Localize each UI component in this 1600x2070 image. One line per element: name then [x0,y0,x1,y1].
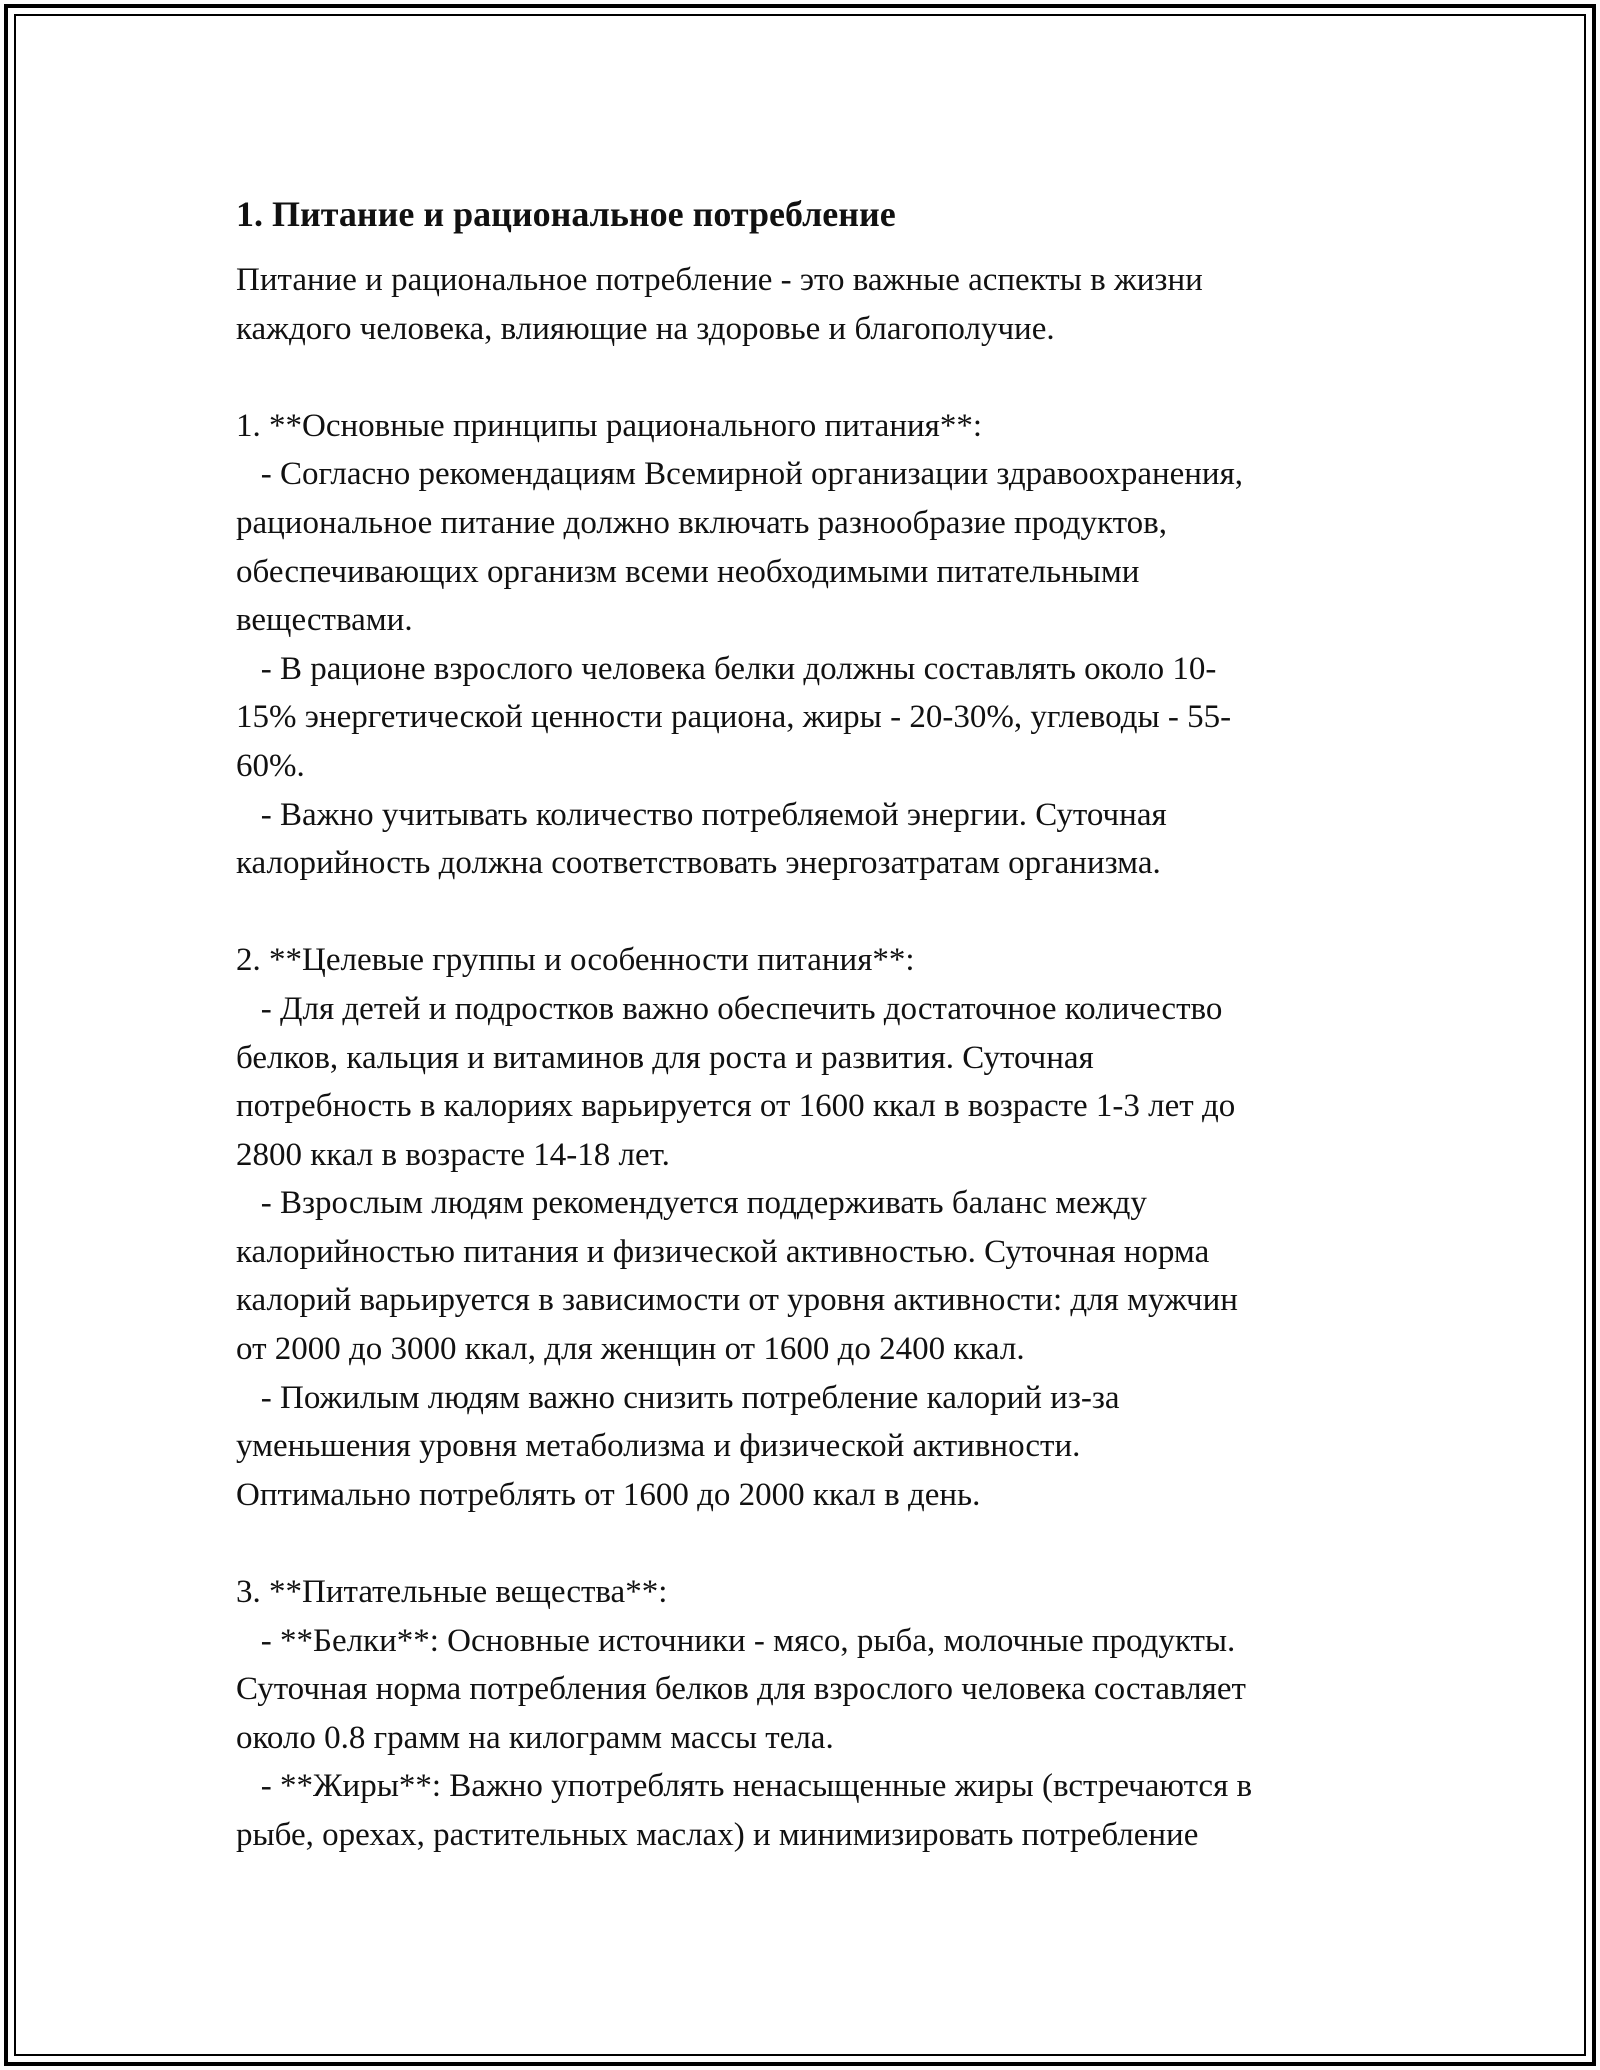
document-body: Питание и рациональное потребление - это важные аспекты в жизни каждого человека, влияющие на здоровье и благополучие. 1. **Основные принципы рационального питания**: - Согласно рекомендациям Всемирной организации здравоохранения, рациональное питание должно включать разнообразие продуктов, обеспечивающих организм всеми необходимыми питательными веществами. - В рационе взрослого человека белки должны составлять около 10- 15% энергетической ценности рациона, жиры - 20-30%, углеводы - 55- 60%. - Важно учитывать количество потребляемой энергии. Суточная калорийность должна соответствовать энергозатратам организма. 2. **Целевые группы и особенности питания**: - Для детей и подростков важно обеспечить достаточное количество белков, кальция и витаминов для роста и развития. Суточная потребность в калориях варьируется от 1600 ккал в возрасте 1-3 лет до 2800 ккал в возрасте 14-18 лет. - Взрослым людям рекомендуется поддерживать баланс между калорийностью питания и физической активностью. Суточная норма калорий варьируется в зависимости от уровня активности: для мужчин от 2000 до 3000 ккал, для женщин от 1600 до 2400 ккал. - Пожилым людям важно снизить потребление калорий из-за уменьшения уровня метаболизма и физической активности. Оптимально потреблять от 1600 до 2000 ккал в день. 3. **Питательные вещества**: - **Белки**: Основные источники - мясо, рыба, молочные продукты. Суточная норма потребления белков для взрослого человека составляет около 0.8 грамм на килограмм массы тела. - **Жиры**: Важно употреблять ненасыщенные жиры (встречаются в рыбе, орехах, растительных маслах) и минимизировать потребление [236,262,1253,1853]
document-content [236,186,1366,1860]
document-heading: 1. Питание и рациональное потребление [236,194,896,234]
